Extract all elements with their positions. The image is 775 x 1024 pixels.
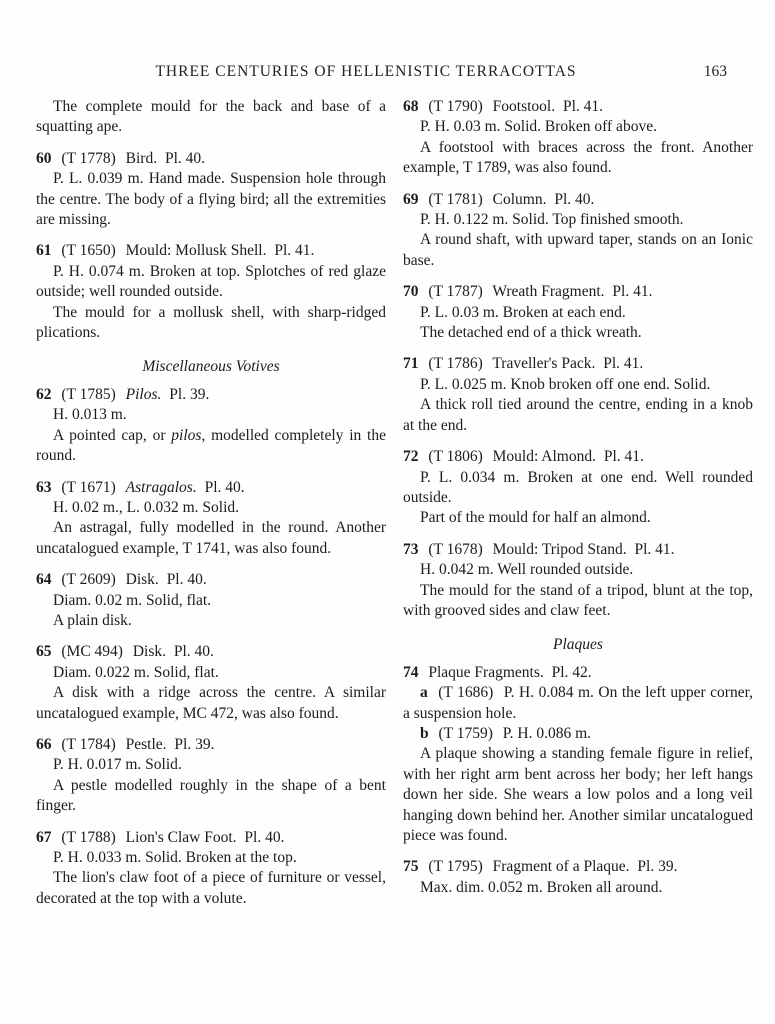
- entry-68-heading: [403, 97, 753, 117]
- entry-number: 62: [36, 385, 52, 403]
- entry-67-heading: [36, 828, 386, 848]
- entry-71: [403, 354, 753, 436]
- entry-title: Bird.: [125, 149, 158, 167]
- entry-number: 70: [403, 283, 419, 301]
- section-heading-miscellaneous-votives: Miscellaneous Votives: [142, 358, 280, 376]
- entry-66: [36, 735, 386, 817]
- entry-68-details: P. H. 0.03 m. Solid. Broken off above.: [420, 118, 657, 136]
- entry-65: [36, 642, 386, 724]
- sub-item-text: P. H. 0.086 m.: [502, 724, 592, 742]
- entry-70: [403, 282, 753, 343]
- entry-plate-ref: Pl. 41.: [612, 283, 653, 301]
- entry-plate-ref: Pl. 42.: [551, 663, 592, 681]
- page-number: 163: [703, 63, 727, 80]
- entry-plate-ref: Pl. 41.: [603, 448, 644, 466]
- sub-item-letter: b: [420, 724, 429, 742]
- entry-plate-ref: Pl. 40.: [244, 828, 285, 846]
- entry-plate-ref: Pl. 39.: [637, 858, 678, 876]
- entry-catalog-number: (T 1790): [428, 98, 483, 115]
- entry-title: Plaque Fragments.: [428, 663, 544, 681]
- right-column: [403, 97, 753, 909]
- entry-catalog-number: (T 1784): [61, 735, 116, 753]
- entry-70-description: The detached end of a thick wreath.: [420, 324, 642, 342]
- entry-68: [403, 97, 753, 179]
- entry-74-heading: [403, 663, 753, 683]
- entry-72-description: Part of the mould for half an almond.: [420, 509, 651, 527]
- entry-plate-ref: Pl. 41.: [634, 540, 675, 558]
- entry-title: Pestle.: [125, 735, 167, 753]
- entry-62-description: [36, 426, 386, 467]
- running-head-title: THREE CENTURIES OF HELLENISTIC TERRACOTTAS: [155, 63, 577, 80]
- entry-73-details: H. 0.042 m. Well rounded outside.: [420, 561, 634, 579]
- sub-item-text: P. H. 0.084 m. On the left upper corner, a suspension hole.: [403, 684, 754, 722]
- entry-catalog-number: (T 2609): [61, 571, 116, 589]
- entry-catalog-number: (T 1786): [428, 355, 483, 373]
- entry-63-description: An astragal, fully modelled in the round. Another uncatalogued example, T 1741, was also found.: [36, 519, 386, 557]
- entry-73-heading: [403, 540, 753, 560]
- entry-catalog-number: (T 1785): [61, 385, 116, 403]
- entry-71-details: P. L. 0.025 m. Knob broken off one end. Solid.: [420, 375, 711, 393]
- entry-number: 69: [403, 190, 419, 208]
- sub-item-catalog: (T 1686): [438, 684, 494, 702]
- sub-item-catalog: (T 1759): [438, 724, 493, 742]
- entry-73: [403, 540, 753, 622]
- entry-catalog-number: (T 1787): [428, 283, 483, 301]
- entry-74-sub-a: [403, 683, 753, 724]
- entry-catalog-number: (T 1795): [428, 858, 483, 876]
- entry-number: 71: [403, 355, 419, 373]
- entry-64-description: A plain disk.: [53, 611, 132, 629]
- entry-72-heading: [403, 447, 753, 467]
- entry-plate-ref: Pl. 39.: [169, 385, 210, 403]
- entry-61-description: The mould for a mollusk shell, with sharp-ridged plications.: [36, 303, 386, 342]
- entry-title: Wreath Fragment.: [492, 283, 605, 301]
- entry-61: [36, 241, 386, 343]
- entry-number: 68: [403, 98, 419, 115]
- entry-catalog-number: (T 1678): [428, 540, 483, 558]
- entry-72-details: P. L. 0.034 m. Broken at one end. Well rounded outside.: [403, 468, 753, 506]
- entry-74-sub-b: [403, 724, 753, 744]
- entry-63: [36, 478, 386, 560]
- entry-63-heading: [36, 478, 386, 498]
- entry-67: [36, 828, 386, 910]
- entry-63-details: H. 0.02 m., L. 0.032 m. Solid.: [53, 498, 240, 516]
- entry-number: 67: [36, 828, 52, 846]
- entry-65-heading: [36, 642, 386, 662]
- entry-70-heading: [403, 282, 753, 302]
- entry-65-description: A disk with a ridge across the centre. A similar uncatalogued example, MC 472, was also found.: [36, 684, 386, 722]
- entry-71-heading: [403, 354, 753, 374]
- entry-plate-ref: Pl. 40.: [166, 571, 207, 589]
- entry-title: Column.: [492, 190, 547, 208]
- entry-number: 73: [403, 540, 419, 558]
- entry-72: [403, 447, 753, 529]
- entry-74-description: A plaque showing a standing female figure in relief, with her right arm bent across her body; her left hangs down her side. She wears a low polos and a long veil hanging down behind her. Another similar uncatalogued piece was found.: [403, 745, 753, 844]
- two-column-body: [36, 97, 753, 909]
- entry-catalog-number: (T 1671): [61, 478, 116, 496]
- entry-title: Footstool.: [492, 98, 556, 115]
- entry-65-details: Diam. 0.022 m. Solid, flat.: [53, 663, 219, 681]
- entry-number: 65: [36, 643, 52, 661]
- entry-75-heading: [403, 857, 753, 877]
- entry-74: [403, 663, 753, 847]
- entry-catalog-number: (T 1650): [61, 242, 116, 260]
- entry-number: 72: [403, 448, 419, 466]
- entry-68-description: A footstool with braces across the front. Another example, T 1789, was also found.: [403, 138, 753, 177]
- entry-catalog-number: (T 1806): [428, 448, 483, 466]
- entry-73-description: The mould for the stand of a tripod, blunt at the top, with grooved sides and claw feet.: [403, 581, 753, 619]
- entry-plate-ref: Pl. 41.: [274, 242, 315, 260]
- entry-number: 60: [36, 149, 52, 167]
- entry-number: 64: [36, 571, 52, 589]
- entry-61-details: P. H. 0.074 m. Broken at top. Splotches of red glaze outside; well rounded outside.: [36, 262, 386, 301]
- entry-title: Disk.: [125, 571, 159, 589]
- entry-64-details: Diam. 0.02 m. Solid, flat.: [53, 591, 212, 609]
- entry-plate-ref: Pl. 41.: [562, 98, 604, 115]
- entry-66-heading: [36, 735, 386, 755]
- entry-66-details: P. H. 0.017 m. Solid.: [53, 756, 182, 774]
- entry-number: 75: [403, 858, 419, 876]
- left-column: [36, 97, 386, 909]
- entry-plate-ref: Pl. 41.: [603, 355, 644, 373]
- entry-62-details: H. 0.013 m.: [53, 406, 127, 424]
- entry-62-heading: [36, 385, 386, 405]
- sub-item-letter: a: [420, 684, 428, 702]
- entry-number: 61: [36, 242, 52, 260]
- entry-title: Disk.: [132, 643, 166, 661]
- entry-title: Mould: Tripod Stand.: [492, 540, 627, 558]
- entry-60-details: P. L. 0.039 m. Hand made. Suspension hole through the centre. The body of a flying bird; all the extremities are missing.: [36, 170, 386, 229]
- entry-number: 63: [36, 478, 52, 496]
- entry-61-heading: [36, 241, 386, 261]
- entry-70-details: P. L. 0.03 m. Broken at each end.: [420, 303, 626, 321]
- entry-60: [36, 149, 386, 231]
- entry-title: Pilos.: [125, 385, 162, 403]
- description-segment-italic: pilos: [171, 426, 202, 444]
- entry-title: Mould: Almond.: [492, 448, 596, 466]
- entry-number: 74: [403, 663, 419, 681]
- entry-60-heading: [36, 149, 386, 169]
- entry-catalog-number: (MC 494): [61, 643, 123, 661]
- section-heading-plaques: Plaques: [553, 636, 603, 654]
- entry-75: [403, 857, 753, 898]
- entry-67-details: P. H. 0.033 m. Solid. Broken at the top.: [53, 849, 297, 866]
- entry-plate-ref: Pl. 40.: [204, 478, 245, 496]
- entry-71-description: A thick roll tied around the centre, ending in a knob at the end.: [403, 396, 753, 434]
- entry-plate-ref: Pl. 39.: [174, 735, 215, 753]
- entry-title: Lion's Claw Foot.: [125, 828, 237, 846]
- entry-plate-ref: Pl. 40.: [164, 149, 206, 167]
- intro-paragraph: The complete mould for the back and base of a squatting ape.: [36, 98, 386, 136]
- entry-title: Mould: Mollusk Shell.: [125, 242, 267, 260]
- entry-69-description: A round shaft, with upward taper, stands on an Ionic base.: [403, 231, 753, 269]
- entry-66-description: A pestle modelled roughly in the shape of a bent finger.: [36, 776, 386, 815]
- description-segment: A pointed cap, or: [53, 426, 172, 444]
- entry-catalog-number: (T 1781): [428, 190, 483, 208]
- description-segment: , modelled completely in the round.: [36, 426, 386, 465]
- entry-title: Fragment of a Plaque.: [492, 858, 630, 876]
- entry-64: [36, 570, 386, 631]
- entry-75-details: Max. dim. 0.052 m. Broken all around.: [420, 878, 663, 896]
- entry-catalog-number: (T 1788): [61, 828, 116, 846]
- entry-69: [403, 190, 753, 272]
- entry-plate-ref: Pl. 40.: [554, 190, 595, 208]
- entry-catalog-number: (T 1778): [61, 149, 116, 167]
- entry-plate-ref: Pl. 40.: [173, 643, 214, 661]
- entry-69-details: P. H. 0.122 m. Solid. Top finished smooth.: [420, 211, 684, 229]
- entry-title: Astragalos.: [125, 478, 197, 496]
- entry-67-description: The lion's claw foot of a piece of furniture or vessel, decorated at the top with a volute.: [36, 869, 386, 907]
- entry-title: Traveller's Pack.: [492, 355, 596, 373]
- entry-62: [36, 385, 386, 467]
- entry-number: 66: [36, 735, 52, 753]
- entry-69-heading: [403, 190, 753, 210]
- entry-64-heading: [36, 570, 386, 590]
